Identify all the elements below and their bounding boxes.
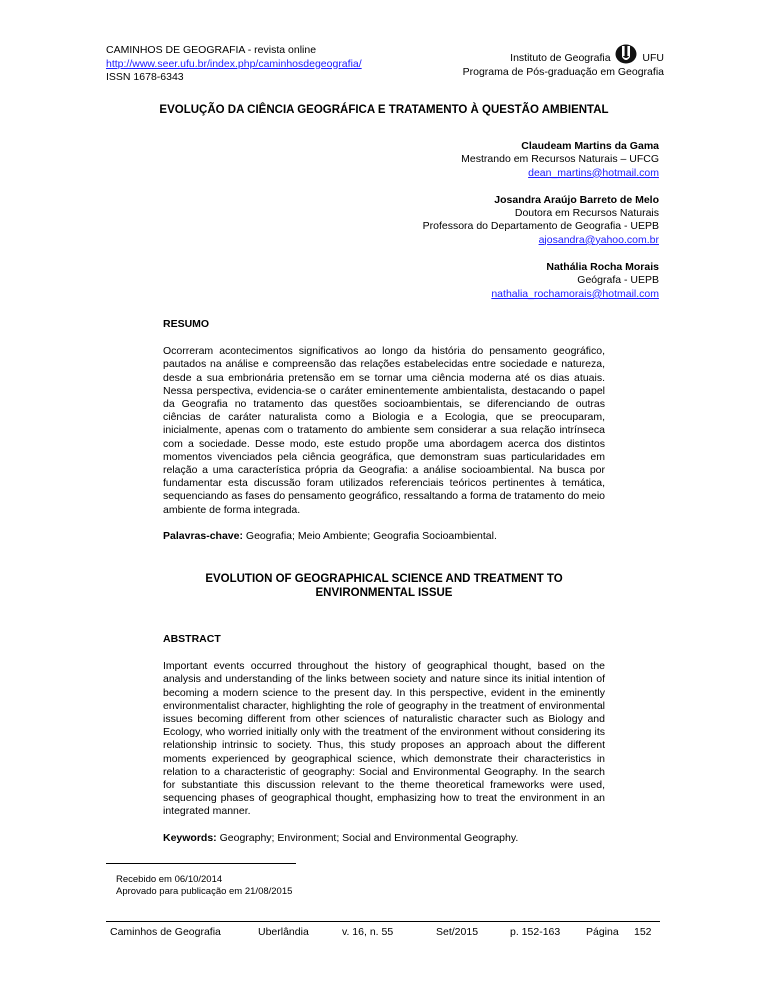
university-name: UFU (642, 52, 664, 64)
footer-page-number: 152 (634, 926, 652, 938)
footer-divider (106, 921, 660, 922)
abstract-keywords (163, 832, 605, 845)
abstract-heading: ABSTRACT (163, 633, 221, 645)
journal-url-link[interactable]: http://www.seer.ufu.br/index.php/caminhosdegeografia/ (106, 57, 362, 70)
footer-page-label: Página (586, 926, 619, 938)
author-affiliation: Mestrando em Recursos Naturais – UFCG (461, 153, 659, 166)
paper-title-pt: EVOLUÇÃO DA CIÊNCIA GEOGRÁFICA E TRATAMENTO À QUESTÃO AMBIENTAL (159, 104, 609, 116)
institution-header (463, 44, 664, 79)
footer-city: Uberlândia (258, 926, 309, 938)
footnote-divider (106, 863, 296, 864)
author-name: Nathália Rocha Morais (546, 261, 659, 274)
author-name: Josandra Araújo Barreto de Melo (494, 193, 659, 206)
paper-title-en: EVOLUTION OF GEOGRAPHICAL SCIENCE AND TREATMENT TO ENVIRONMENTAL ISSUE (205, 573, 563, 599)
keywords-value: Geografia; Meio Ambiente; Geografia Socioambiental. (245, 529, 497, 542)
resumo-text: Ocorreram acontecimentos significativos ao longo da história do pensamento geográfico, pautados na análise e compreensão das relações estabelecidas entre sociedade e natureza, desde a sua embrionária pretensão em se tornar uma ciência moderna até os dias atuais. Nessa perspectiva, evidencia-se o caráter eminentemente ambientalista, destacando o papel da Geografia no tratamento das questões socioambientais, se diferenciando de outras ciências de caráter naturalista como a Biologia e a Ecologia, que se preocuparam, inicialmente, apenas com o tratamento do ambiente sem considerar a sua relação intrínseca com a sociedade. Desse modo, este estudo propõe uma abordagem acerca dos distintos momentos vivenciados pela ciência geográfica, que demonstram suas particularidades em relação a uma característica própria da Geografia: a análise socioambiental. Na busca por fundamentar esta discussão foram utilizados referenciais teóricos pertinentes à temática, sequenciando as fases do pensamento geográfico, ressaltando a forma de tratamento do meio ambiente de forma integrada. (163, 345, 605, 516)
author-email-link[interactable]: dean_martins@hotmail.com (528, 166, 659, 179)
program-name: Programa de Pós-graduação em Geografia (462, 65, 664, 78)
resumo-heading: RESUMO (163, 318, 210, 330)
footer-date: Set/2015 (436, 926, 479, 938)
author-affiliation: Professora do Departamento de Geografia - UEPB (422, 220, 659, 233)
keywords-value: Geography; Environment; Social and Environmental Geography. (219, 831, 519, 844)
author-affiliation: Geógrafa - UEPB (577, 274, 659, 287)
author-affiliation: Doutora em Recursos Naturais (514, 207, 659, 220)
approved-date: Aprovado para publicação em 21/08/2015 (116, 886, 293, 897)
abstract-section (163, 633, 605, 845)
author-3 (423, 261, 659, 301)
journal-header (106, 44, 362, 85)
keywords-label: Palavras-chave: (163, 529, 243, 542)
institute-name: Instituto de Geografia (510, 52, 611, 64)
author-1 (423, 140, 659, 180)
author-2 (423, 194, 659, 247)
journal-name: CAMINHOS DE GEOGRAFIA - revista online (106, 44, 317, 56)
resumo-keywords (163, 530, 605, 543)
footer-journal: Caminhos de Geografia (110, 926, 221, 938)
ufu-logo-icon (615, 44, 637, 64)
issn: ISSN 1678-6343 (106, 71, 184, 83)
author-email-link[interactable]: nathalia_rochamorais@hotmail.com (491, 287, 659, 300)
footer-volume: v. 16, n. 55 (342, 926, 394, 938)
keywords-label: Keywords: (163, 831, 217, 844)
abstract-text: Important events occurred throughout the history of geographical thought, based on the analysis and understanding of the links between society and nature since its initial intention of becoming a modern science to the present day. In this perspective, evident in the eminently environmentalist character, highlighting the role of geography in the treatment of environmental issues becoming different from other sciences of naturalistic character such as Biology and Ecology, who worried initially only with the treatment of the environment without considering its relationship intrinsic to society. Thus, this study proposes an approach about the different moments experienced by geographical science, which demonstrate their characteristics in relation to a characteristic of geography: Social and Environmental Geography. In the search for substantiate this discussion relevant to the theme theoretical frameworks were used, sequencing phases of geographical thought, emphasizing how to treat the environment in an integrated manner. (163, 660, 605, 818)
received-date: Recebido em 06/10/2014 (116, 874, 223, 885)
author-email-link[interactable]: ajosandra@yahoo.com.br (538, 233, 659, 246)
author-name: Claudeam Martins da Gama (521, 140, 659, 152)
author-block (423, 140, 659, 315)
footer-pages: p. 152-163 (510, 926, 561, 938)
resumo-section (163, 318, 605, 543)
submission-notes (116, 874, 292, 898)
